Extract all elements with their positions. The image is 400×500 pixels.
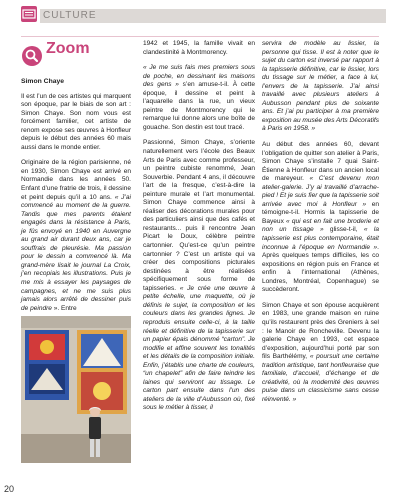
column-1 (21, 40, 131, 320)
header-bar (0, 0, 400, 26)
section-label: CULTURE (43, 10, 97, 21)
paragraph: servira de modèle au lissier, la personne qui tisse. Il est à noter que le sujet du carton est inversé par rapport à la tapisserie définitive, car le lissier, lors du tissage sur le métier, a face à lui, l’envers de la tapisserie. J’ai ainsi travaillé avec plusieurs ateliers à Aubusson pendant plus de soixante ans. Et j’ai pu participer à ma première exposition au musée des Arts Décoratifs à Paris en 1958. » (262, 40, 379, 133)
zoom-heading (21, 40, 131, 78)
paragraph: 1942 et 1945, la famille vivait en clandestinité à Montmorency. (143, 40, 255, 56)
paragraph: Passionné, Simon Chaye, s’oriente naturellement vers l’école des Beaux Arts de Paris avec comme professeur, un peintre cubiste renommé, Jean Souverbie. Pendant 4 ans, il découvre l’art de la fresque, c’est-à-dire la peinture murale et l’art monumental. Simon Chaye commence ainsi à réaliser des décorations murales pour des particuliers ainsi que des cafés et restaurants... puis il rencontre Jean Picart le Doux, célèbre peintre cartonnier. Qu’est-ce qu’un peintre cartonnier ? C’est un artiste qui va créer des compositions picturales destinées à être réalisées spécifiquement sous forme de tapisseries. « Je crée une œuvre à petite échelle, une maquette, où je définis le sujet, la composition et les couleurs dans les grandes lignes. Je reproduis ensuite celle-ci, à la taille réelle et définitive de la tapisserie sur un papier épais dénommé “carton”. Je modifie et affine souvent les tonalités et les détails de la composition initiale. Enfin, j’établis une charte de couleurs, “un chapelet” afin de faire teindre les laines qui serviront au tissage. Le carton part ensuite dans l’un des ateliers de la ville d’Aubusson où, fixé sous le métier à tisser, il (143, 139, 255, 412)
paragraph: « Je me suis fais mes premiers sous de poche, en dessinant les maisons des gens » s’en amuse-t-il. À cette époque, il dessine et peint à l’aquarelle dans la rue, un vieux peintre de Montmorency qui le remarque lui donne alors une boîte de gouache. Son destin est tout tracé. (143, 64, 256, 131)
page-number: 20 (4, 484, 15, 494)
column-3 (262, 40, 379, 411)
zoom-title: Zoom (46, 40, 90, 57)
paragraph: Il est l’un de ces artistes qui marquent son époque, par le biais de son art : Simon Chaye. Son nom vous est forcément familier, cet artiste de renom expose ses œuvres à Honfleur depuis le début des années 60 mais aussi dans le monde entier. (21, 92, 131, 151)
paragraph: Au début des années 60, devant l’obligation de quitter son atelier à Paris, Simon Chaye s’installe 7 quai Saint-Étienne à Honfleur dans un ancien local de mareyeur. « C’est devenu mon atelier-galerie. J’y ai travaillé d’arrache-pied ! Et je suis fier que la tapisserie soit arrivée avec moi à Honfleur » en témoigne-t-il. Hormis la tapisserie de Bayeux « qui est en fait une broderie et non un tissage » glisse-t-il, « la tapisserie est plus contemporaine, était inconnue à l’époque en Normandie ». Après quelques temps difficiles, les co expositions en région puis en France et enfin à l’international (Athènes, Londres, Montréal, Copenhague) se succèderont. (262, 141, 380, 294)
column-2 (143, 40, 255, 420)
artist-photo (21, 316, 131, 463)
paragraph: Simon Chaye et son épouse acquièrent en 1983, une grande maison en ruine qu’ils restaurent près des Greniers à sel : le Manoir de Roncheville. Devenu la galerie Chaye en 1993, cet espace d’exposition, aujourd’hui porté par son fils Barthélémy, « poursuit une certaine tradition artistique, tant honfleuraise que familiale, d’accueil, d’échange et de créativité, où la modernité des œuvres puise dans un classicisme sans cesse réinventé. » (262, 301, 379, 403)
section-rule (21, 36, 379, 37)
magnifier-icon (22, 46, 42, 66)
culture-icon (21, 6, 37, 22)
paragraph: Originaire de la région parisienne, né en 1930, Simon Chaye est arrivé en Normandie dans les années 50. Enfant d’une fratrie de trois, il dessine et peint depuis qu’il a 10 ans. « J’ai commencé au moment de la guerre. Tandis que mes parents étaient engagés dans la résistance à Paris, je fûs envoyé en 1940 en Auvergne au grand air durant deux ans, car je souffrais de pleurésie. Ma passion pour le dessin a commencé là. Ma grand-mère lisait le journal La Croix, j’en recopiais les illustrations. Puis je me mis à essayer les paysages de campagnes, et ne me suis plus jamais alors arrêté de dessiner puis de peindre ». Entre (21, 159, 131, 312)
article-author: Simon Chaye (21, 78, 65, 85)
